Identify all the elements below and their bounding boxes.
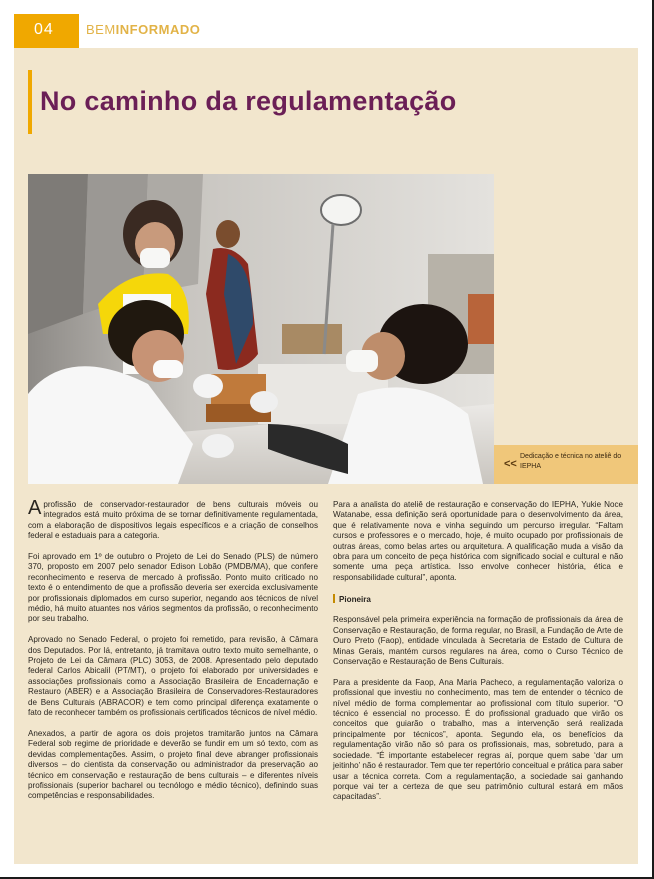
article-column-right <box>333 500 623 813</box>
caption-arrow-icon: << <box>504 458 517 470</box>
article-title: No caminho da regulamentação <box>40 86 457 116</box>
article-photo <box>28 174 494 484</box>
paragraph: Aprovado no Senado Federal, o projeto foi remetido, para revisão, à Câmara dos Deputados. Por lá, entretanto, já tramitava outro texto muito semelhante, o Projeto de Lei da Câmara (PLC) 3053, de 2008. Apresentado pelo deputado federal Carlos Abicalil (PT/MT), o projeto foi elaborado por universidades e associações profissionais como a Associação Brasileira de Encadernação e Restauro (ABER) e a Associação Brasileira de Conservadores-Restauradores de Bens Culturais (ABRACOR) e tem como principal diferença exatamente o fato de reconhecer também os profissionais certificados técnicos de nível médio. <box>28 635 318 718</box>
section-name <box>86 22 200 37</box>
paragraph: Para a analista do ateliê de restauração e conservação do IEPHA, Yukie Noce Watanabe, essa definição será oportunidade para o desenvolvimento da área, que é relativamente nova e vinha seguindo um percurso irregular. “Faltam cursos e professores e o mercado, hoje, é muito ocupado por profissionais de outras áreas, como belas artes ou arquitetura. A qualificação muda a visão da obra para um conceito de peça histórica com significado social e cultural e não somente uma peça artística. Isso envolve conhecer história, ética e responsabilidade cultural”, aponta. <box>333 500 623 582</box>
page-number: 04 <box>14 14 79 48</box>
subheading <box>333 594 623 605</box>
paragraph <box>28 497 318 542</box>
page-header <box>14 14 638 48</box>
article-column-left <box>28 497 318 812</box>
paragraph: Anexados, a partir de agora os dois projetos tramitarão juntos na Câmara Federal sob regime de prioridade e deverão se fundir em um só texto, com as devidas complementações. Assim, o projeto final deve abranger profissionais diversos – do cientista da conservação ou administrador da preservação ao técnico em conservação e restauração de bens culturais – e diferentes níveis profissionais (superior bacharel ou tecnólogo e médio técnico), definindo suas competências e responsabilidades. <box>28 728 318 801</box>
paragraph: Foi aprovado em 1º de outubro o Projeto de Lei do Senado (PLS) de número 370, proposto em 2007 pelo senador Edison Lobão (PMDB/MA), que confere reconhecimento e reserva de mercado à profissão. Ponto muito criticado no texto é o entendimento de que a profissão deveria ser exercida exclusivamente por profissionais diplomados em curso superior, negando aos técnicos de nível médio, há muito atuantes nos vários segmentos da profissão, o reconhecimento por seu trabalho. <box>28 552 318 624</box>
subheading-text: Pioneira <box>339 594 371 604</box>
paragraph: Responsável pela primeira experiência na formação de profissionais da área de Conservação e Restauração, de forma regular, no Brasil, a Fundação de Arte de Ouro Preto (Faop), entidade vinculada à Secretaria de Estado de Cultura de Minas Gerais, mantém cursos regulares na área, como o Curso Técnico de Conservação e Restauração de Bens Culturais. <box>333 615 623 667</box>
title-accent-bar <box>28 70 32 134</box>
paragraph: Para a presidente da Faop, Ana Maria Pacheco, a regulamentação valoriza o profissional que investiu no conhecimento, mas tem de entender o técnico de nível médio de forma complementar ao profissional com título superior. “O técnico é essencial no processo. É do profissional graduado que virão os conceitos que guiarão o trabalho, mas a intervenção será realizada principalmente por técnicos”, aponta. Segundo ela, os benefícios da regulamentação virão não só para os profissionais, mas, sobretudo, para a sociedade. “É importante estabelecer regras aí, porque quem sabe ‘dar um jeitinho’ não é restaurador. Tem que ter repertório conceitual e prática para saber usar a técnica correta. Com a regulamentação, a sociedade sai ganhando porque vai ter a certeza de que seu patrimônio cultural estará em mãos capacitadas”. <box>333 677 623 802</box>
subheading-bar <box>333 594 335 603</box>
paragraph-text: profissão de conservador-restaurador de bens culturais móveis ou integrados está muito próxima de se tornar definitivamente regulamentada, com a elaboração de dispositivos legais específicos e a criação de conselhos federal e estaduais para a categoria. <box>28 500 318 541</box>
drop-cap: A <box>28 497 42 519</box>
caption-text: Dedicação e técnica no ateliê do IEPHA <box>520 453 622 470</box>
restoration-workshop-photo <box>28 174 494 484</box>
section-name-part2: INFORMADO <box>115 22 201 37</box>
photo-caption <box>494 445 638 484</box>
section-name-part1: BEM <box>86 22 116 37</box>
